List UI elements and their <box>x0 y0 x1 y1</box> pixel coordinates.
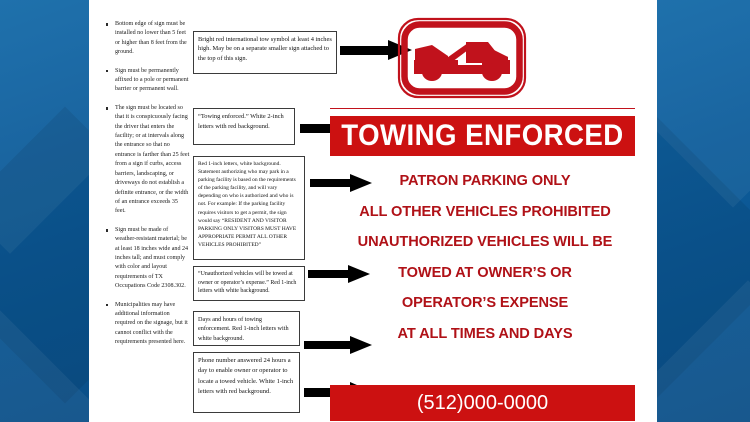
tow-truck-icon <box>396 16 528 100</box>
sign-line: UNAUTHORIZED VEHICLES WILL BE <box>357 234 613 250</box>
callout-unauthorized-vehicles <box>193 266 305 301</box>
bullet-item: Sign must be permanently affixed to a pole or permanent barrier or permanent wall. <box>104 67 190 95</box>
sign-line: TOWED AT OWNER’S OR <box>398 264 572 281</box>
bullet-item: Bottom edge of sign must be installed no lower than 5 feet or higher than 8 feet from the ground. <box>104 20 190 58</box>
sign-divider-rule <box>330 108 635 109</box>
callout-days-hours <box>193 311 300 346</box>
bullet-item: The sign must be located so that it is conspicuously facing the driver that enters the facility; or at intervals along the entrance so that no entrance is farther than 25 feet from a sign if curbs, access barriers, landscaping, or driveways do not establish a definite entrance, or the width of an entrance exceeds 35 feet. <box>104 104 190 217</box>
callout-phone-number <box>193 352 300 413</box>
callout-tow-symbol-text: Bright red international tow symbol at least 4 inches high. May be on a separate smaller sign attached to the top of this sign. <box>198 36 332 62</box>
callout-tow-symbol <box>193 31 337 74</box>
callout-unauthorized-text: “Unauthorized vehicles will be towed at owner or operator’s expense.” Red 1-inch letters with white background. <box>198 271 297 295</box>
sign-line: OPERATOR’S EXPENSE <box>401 295 569 311</box>
arrow-shaft <box>300 124 334 133</box>
callout-towing-enforced-text: “Towing enforced.” White 2-inch letters with red background. <box>198 113 284 130</box>
bullet-item: Municipalities may have additional information required on the signage, but it cannot conflict with the requirements presented here. <box>104 301 190 348</box>
callout-towing-enforced <box>193 108 295 145</box>
phone-number-label: (512)000-0000 <box>416 392 549 414</box>
requirements-bullet-list <box>104 20 190 357</box>
sign-line: AT ALL TIMES AND DAYS <box>397 325 573 342</box>
phone-number-bar <box>330 385 635 421</box>
callout-patron-parking <box>193 156 305 260</box>
right-band-edge <box>648 0 657 422</box>
bullet-item: Sign must be made of weather-resistant material; be at least 18 inches wide and 24 inches tall; and must comply with color and layout requirements of TX Occupations Code 2308.302. <box>104 226 190 292</box>
callout-phone-text: Phone number answered 24 hours a day to enable owner or operator to locate a towed vehicle. White 1-inch letters with red background. <box>198 357 294 396</box>
sign-line: PATRON PARKING ONLY <box>399 173 571 189</box>
towing-enforced-banner <box>330 116 635 156</box>
left-blue-band <box>0 0 96 422</box>
right-blue-band <box>648 0 750 422</box>
sign-body-text <box>330 166 640 349</box>
left-band-edge <box>89 0 96 422</box>
towing-enforced-label: TOWING ENFORCED <box>341 119 624 152</box>
sign-line: ALL OTHER VEHICLES PROHIBITED <box>359 203 611 220</box>
callout-days-hours-text: Days and hours of towing enforcement. Red 1-inch letters with white background. <box>198 316 289 342</box>
callout-patron-parking-text: Red 1-inch letters, white background. Statement authorizing who may park in a parking facility is based on the requirements of the parking facility, and will vary depending on who is authorized and who is not. For example: If the parking facility requires visitors to get a permit, the sign would say “RESIDENT AND VISITOR PARKING ONLY VISITORS MUST HAVE APPROPRIATE PERMIT ALL OTHER VEHICLES PROHIBITED” <box>198 161 297 248</box>
tow-away-sign-artwork <box>330 16 640 416</box>
